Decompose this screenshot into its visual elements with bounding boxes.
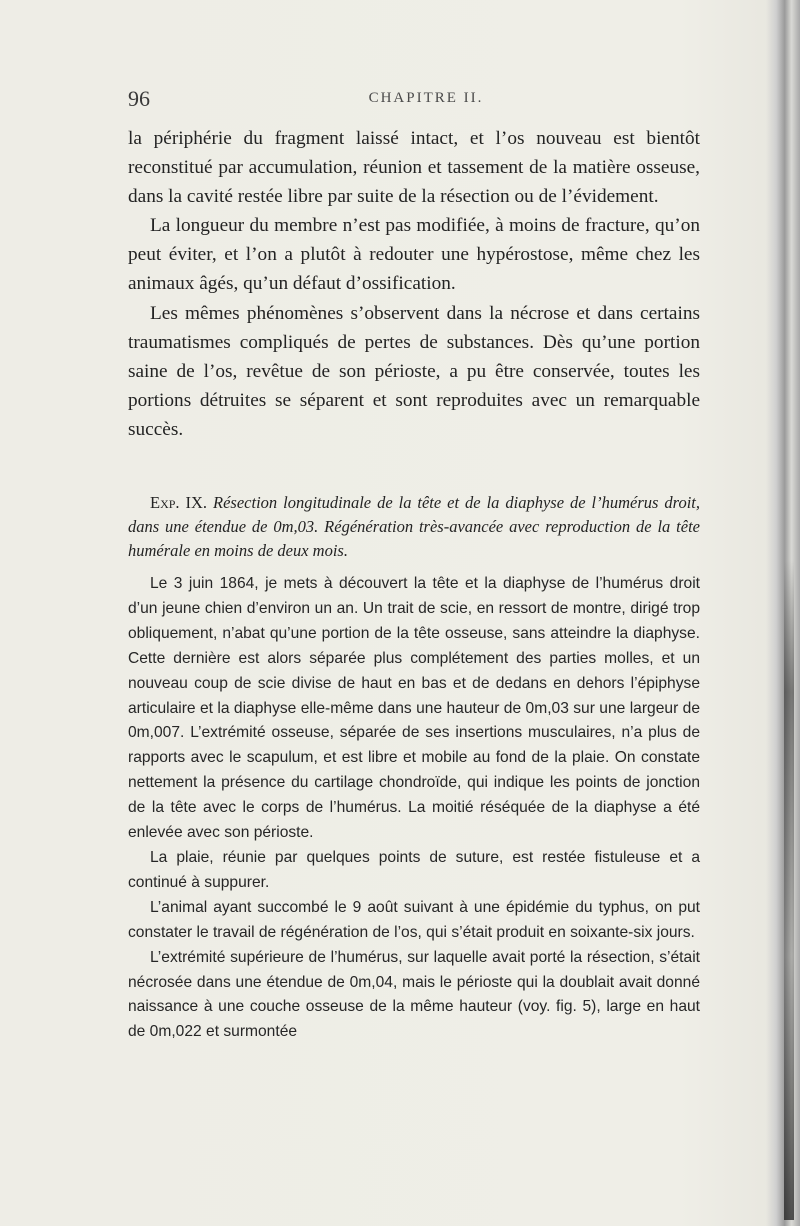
page-edge-shadow [766,0,800,1226]
report-paragraph: L’extrémité supérieure de l’humérus, sur laquelle avait porté la résection, s’était nécrosée dans une étendue de 0m,04, mais le périoste qui la doublait avait donné naissance à une couche osseuse de la même hauteur (voy. fig. 5), large en haut de 0m,022 et surmontée [128,948,700,1041]
page-number: 96 [128,86,150,111]
running-head: CHAPITRE II. [368,90,484,106]
experiment-heading [128,491,700,563]
main-text [128,124,700,444]
experiment-title: Résection longitudinale de la tête et de la diaphyse de l’humérus droit, dans une étendue de 0m,03. Régénération très-avancée avec reproduction de la tête humérale en moins de deux mois. [128,493,700,560]
report-paragraph: La plaie, réunie par quelques points de suture, est restée fistuleuse et a continué à suppurer. [128,848,700,891]
report-paragraph: Le 3 juin 1864, je mets à découvert la tête et la diaphyse de l’humérus droit d’un jeune chien d’environ un an. Un trait de scie, en ressort de montre, dirigé trop obliquement, n’abat qu’une portion de la tête osseuse, sans atteindre la diaphyse. Cette dernière est alors séparée plus complétement des parties molles, et un nouveau coup de scie divise de haut en bas et de dedans en dehors l’épiphyse articulaire et la diaphyse elle-même dans une hauteur de 0m,03 sur une largeur de 0m,007. L’extrémité osseuse, séparée de ses insertions musculaires, n’a plus de rapports avec le scapulum, et est libre et mobile au fond de la plaie. On constate nettement la présence du cartilage chondroïde, qui indique les points de jonction de la tête avec le corps de l’humérus. La moitié réséquée de la diaphyse a été enlevée avec son périoste. [128,575,700,842]
paragraph: Les mêmes phénomènes s’observent dans la nécrose et dans certains traumatismes compliqués de pertes de substances. Dès qu’une portion saine de l’os, revêtue de son périoste, a pu être conservée, toutes les portions détruites se séparent et sont reproduites avec un remarquable succès. [128,302,700,440]
binding-shadow [784,560,794,1220]
report-paragraph: L’animal ayant succombé le 9 août suivant à une épidémie du typhus, on put constater le travail de régénération de l’os, qui s’était produit en soixante-six jours. [128,898,700,941]
paragraph: La longueur du membre n’est pas modifiée, à moins de fracture, qu’on peut éviter, et l’on a plutôt à redouter une hypérostose, même chez les animaux âgés, qu’un défaut d’ossification. [128,215,700,295]
paragraph: la périphérie du fragment laissé intact, et l’os nouveau est bientôt reconstitué par accumulation, réunion et tassement de la matière osseuse, dans la cavité restée libre par suite de la résection ou de l’évidement. [128,128,700,208]
experiment-report [128,572,700,1045]
page-header [126,86,726,116]
experiment-label: Exp. IX. [150,493,208,512]
